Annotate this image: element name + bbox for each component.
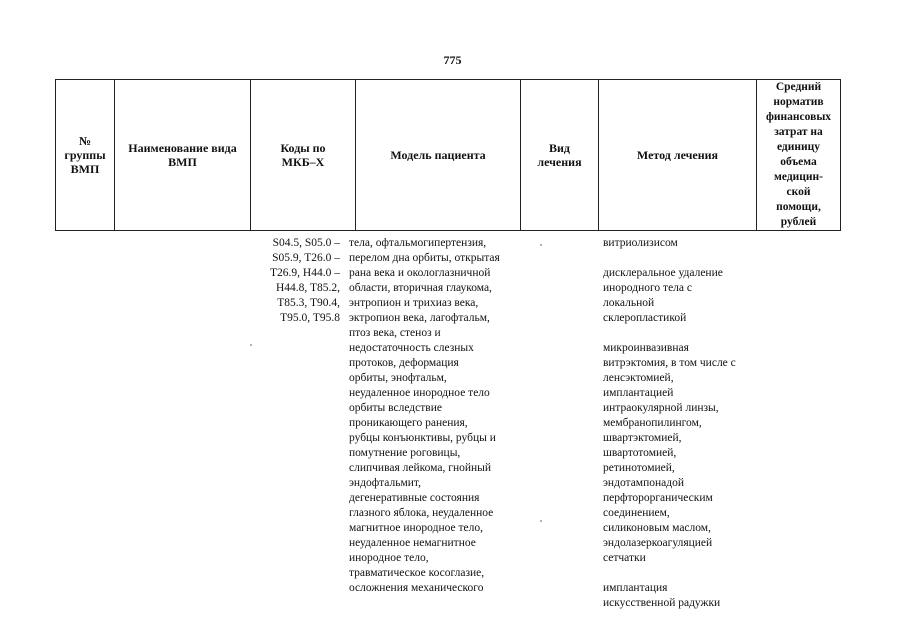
scan-speck [250, 344, 252, 346]
scan-speck [540, 244, 542, 246]
scan-speck [540, 520, 542, 522]
method-item: имплантация искусственной радужки [603, 582, 721, 609]
method-item: витриолизисом [603, 237, 678, 249]
method-item: дисклеральное удаление инородного тела с локальной склеропластикой [603, 267, 723, 324]
header-patient-model: Модель пациента [356, 80, 521, 231]
icd-codes-cell: S04.5, S05.0 – S05.9, T26.0 – T26.9, H44.0 – H44.8, T85.2, T85.3, T90.4, T95.0, T95.8 [270, 237, 340, 324]
page-number: 775 [443, 53, 462, 67]
header-vmp-name: Наименование вида ВМП [115, 80, 251, 231]
header-group-number: № группы ВМП [56, 80, 115, 231]
method-item: микроинвазивная витрэктомия, в том числе с ленсэктомией, имплантацией интраокулярной линзы, мембранопилингом, швартэктомией, швартотомией, ретинотомией, эндотампонадой перфторорганическим соединением, силиконовым маслом, эндолазеркоагуляцией сетчатки [603, 342, 736, 564]
header-icd-codes: Коды по МКБ–Х [251, 80, 356, 231]
patient-model-cell: тела, офтальмогипертензия, перелом дна орбиты, открытая рана века и окологлазничной области, вторичная глаукома, энтропион и трихиаз века, эктропион века, лагофтальм, птоз века, стеноз и недостаточность слезных протоков, деформация орбиты, энофтальм, неудаленное инородное тело орбиты вследствие проникающего ранения, рубцы конъюнктивы, рубцы и помутнение роговицы, слипчивая лейкома, гнойный эндофтальмит, дегенеративные состояния глазного яблока, неудаленное магнитное инородное тело, неудаленное немагнитное инородное тело, травматическое косоглазие, осложнения механического [349, 237, 500, 594]
table-header [55, 79, 841, 231]
header-treatment-method: Метод лечения [599, 80, 757, 231]
header-average-cost: Средний норматив финансовых затрат на единицу объема медицин- ской помощи, рублей [757, 80, 841, 231]
header-treatment-type: Вид лечения [521, 80, 599, 231]
treatment-method-cell [603, 236, 761, 626]
